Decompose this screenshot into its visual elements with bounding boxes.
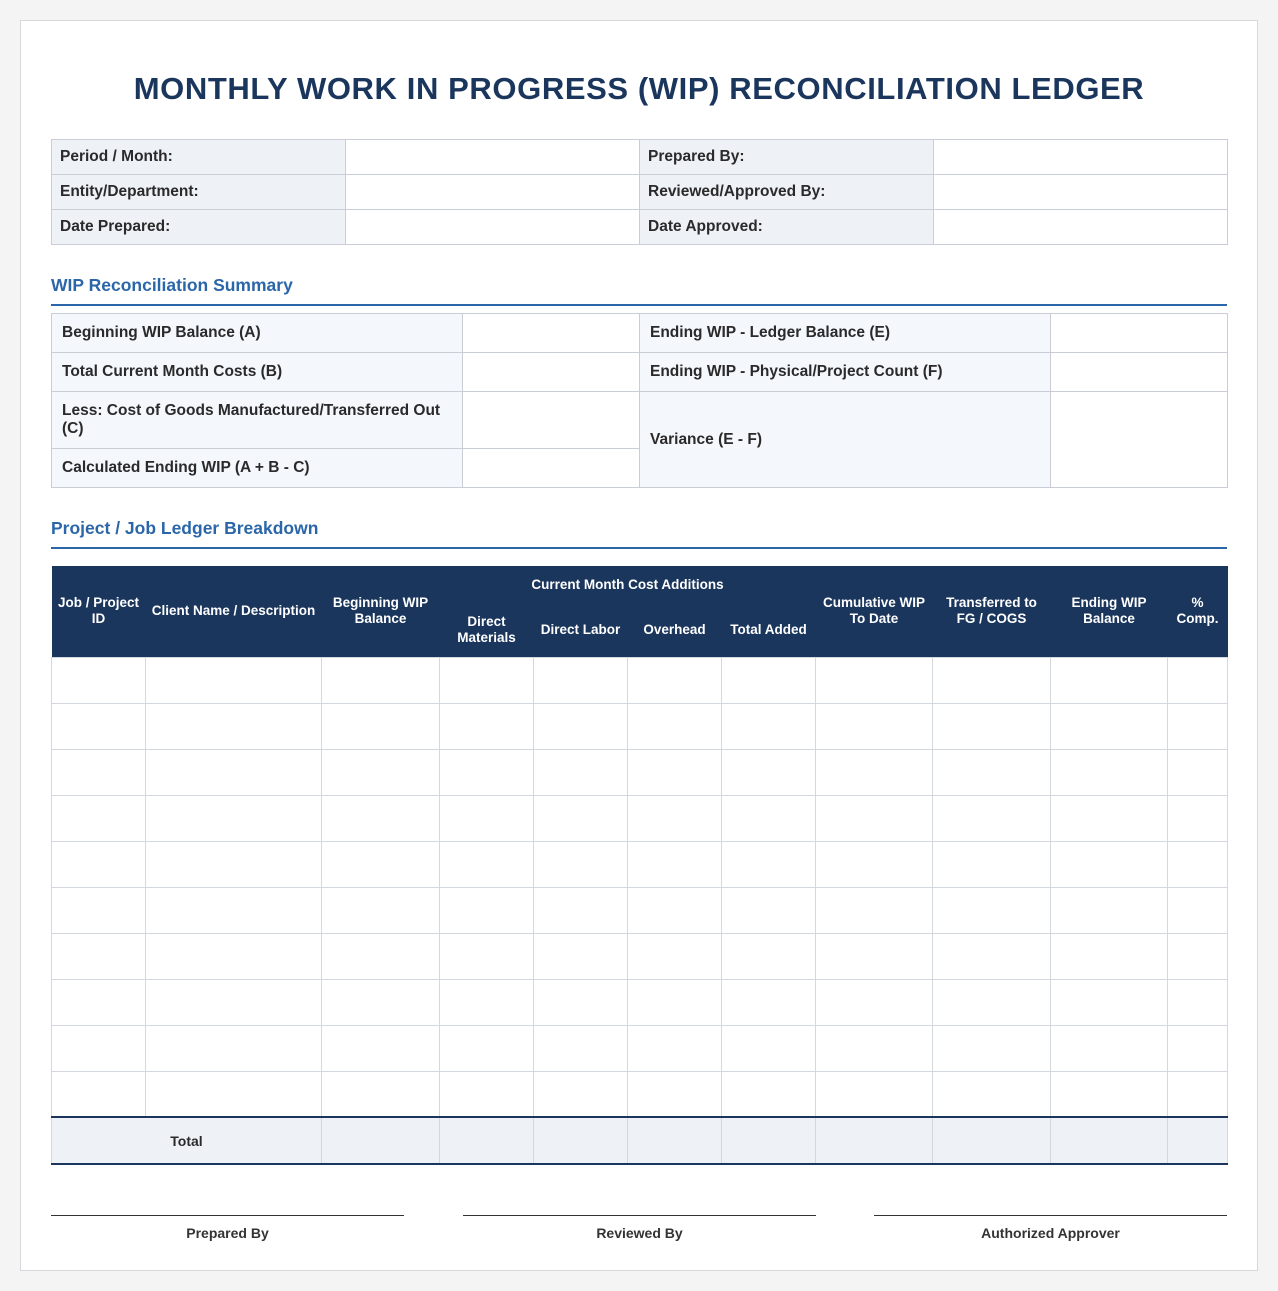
ledger-cell[interactable]	[933, 795, 1051, 841]
summary-heading: WIP Reconciliation Summary	[51, 275, 1227, 306]
ledger-cell[interactable]	[1168, 1025, 1228, 1071]
date-prepared-label: Date Prepared:	[52, 210, 346, 245]
ledger-cell[interactable]	[146, 1025, 322, 1071]
ledger-heading: Project / Job Ledger Breakdown	[51, 518, 1227, 549]
ledger-cell[interactable]	[52, 979, 146, 1025]
ledger-cell[interactable]	[146, 979, 322, 1025]
ledger-cell[interactable]	[628, 1071, 722, 1117]
table-row	[52, 703, 1228, 749]
ledger-cell[interactable]	[146, 703, 322, 749]
table-row	[52, 933, 1228, 979]
page-title: MONTHLY WORK IN PROGRESS (WIP) RECONCILIATION LEDGER	[133, 71, 1145, 106]
ledger-cell[interactable]	[146, 1071, 322, 1117]
ledger-cell[interactable]	[628, 749, 722, 795]
total-cell[interactable]	[722, 1117, 816, 1164]
physical-count-label: Ending WIP - Physical/Project Count (F)	[640, 353, 1051, 392]
ledger-cell[interactable]	[1051, 933, 1168, 979]
ledger-cell[interactable]	[322, 749, 440, 795]
ledger-cell[interactable]	[1168, 657, 1228, 703]
reviewed-label: Reviewed/Approved By:	[640, 175, 934, 210]
ledger-balance-field[interactable]	[1051, 314, 1228, 353]
ledger-cell[interactable]	[816, 795, 933, 841]
ledger-cell[interactable]	[628, 841, 722, 887]
ledger-cell[interactable]	[52, 657, 146, 703]
ledger-cell[interactable]	[1051, 703, 1168, 749]
col-labor: Direct Labor	[534, 604, 628, 657]
ledger-cell[interactable]	[534, 933, 628, 979]
table-row	[52, 749, 1228, 795]
ledger-cell[interactable]	[440, 1071, 534, 1117]
ledger-cell[interactable]	[534, 979, 628, 1025]
ledger-cell[interactable]	[628, 979, 722, 1025]
ledger-cell[interactable]	[440, 841, 534, 887]
ledger-cell[interactable]	[322, 933, 440, 979]
less-cogm-label: Less: Cost of Goods Manufactured/Transferred Out (C)	[52, 392, 463, 449]
ledger-cell[interactable]	[440, 979, 534, 1025]
calculated-ending-field[interactable]	[463, 449, 640, 488]
variance-field[interactable]	[1051, 392, 1228, 488]
table-row	[52, 1025, 1228, 1071]
table-row	[52, 795, 1228, 841]
ledger-cell[interactable]	[52, 933, 146, 979]
ledger-cell[interactable]	[1051, 657, 1168, 703]
ledger-cell[interactable]	[322, 979, 440, 1025]
ledger-cell[interactable]	[146, 887, 322, 933]
ledger-cell[interactable]	[933, 703, 1051, 749]
total-cell[interactable]	[534, 1117, 628, 1164]
table-row	[52, 979, 1228, 1025]
ledger-cell[interactable]	[933, 749, 1051, 795]
table-row	[52, 887, 1228, 933]
table-row	[52, 1071, 1228, 1117]
ledger-cell[interactable]	[628, 795, 722, 841]
table-row	[52, 657, 1228, 703]
entity-label: Entity/Department:	[52, 175, 346, 210]
ledger-cell[interactable]	[816, 749, 933, 795]
period-field[interactable]	[346, 140, 640, 175]
col-ending: Ending WIP Balance	[1051, 566, 1168, 657]
ledger-cell[interactable]	[146, 841, 322, 887]
signature-prepared: Prepared By	[51, 1215, 404, 1241]
ledger-cell[interactable]	[628, 887, 722, 933]
period-label: Period / Month:	[52, 140, 346, 175]
ledger-cell[interactable]	[722, 887, 816, 933]
ledger-page	[20, 20, 1258, 1271]
ledger-cell[interactable]	[816, 887, 933, 933]
ledger-cell[interactable]	[440, 887, 534, 933]
ledger-cell[interactable]	[322, 1025, 440, 1071]
ledger-cell[interactable]	[1051, 841, 1168, 887]
ledger-cell[interactable]	[816, 703, 933, 749]
ledger-cell[interactable]	[534, 795, 628, 841]
total-cell[interactable]	[1168, 1117, 1228, 1164]
col-group-current-month: Current Month Cost Additions	[440, 566, 816, 604]
ledger-cell[interactable]	[440, 795, 534, 841]
ledger-cell[interactable]	[933, 979, 1051, 1025]
ledger-cell[interactable]	[1051, 979, 1168, 1025]
ledger-cell[interactable]	[1051, 1025, 1168, 1071]
col-beginning: Beginning WIP Balance	[322, 566, 440, 657]
entity-field[interactable]	[346, 175, 640, 210]
ledger-cell[interactable]	[933, 887, 1051, 933]
ledger-cell[interactable]	[1168, 749, 1228, 795]
ledger-cell[interactable]	[933, 841, 1051, 887]
ledger-cell[interactable]	[816, 1025, 933, 1071]
ledger-cell[interactable]	[440, 933, 534, 979]
date-approved-field[interactable]	[934, 210, 1228, 245]
ledger-cell[interactable]	[52, 795, 146, 841]
signature-reviewed: Reviewed By	[463, 1215, 816, 1241]
ledger-cell[interactable]	[322, 795, 440, 841]
ledger-cell[interactable]	[52, 887, 146, 933]
total-cell[interactable]	[322, 1117, 440, 1164]
less-cogm-field[interactable]	[463, 392, 640, 449]
prepared-by-field[interactable]	[934, 140, 1228, 175]
ledger-cell[interactable]	[816, 933, 933, 979]
ledger-cell[interactable]	[52, 1025, 146, 1071]
ledger-cell[interactable]	[628, 657, 722, 703]
ledger-cell[interactable]	[322, 703, 440, 749]
ledger-cell[interactable]	[146, 749, 322, 795]
col-total-added: Total Added	[722, 604, 816, 657]
ledger-cell[interactable]	[534, 657, 628, 703]
ledger-cell[interactable]	[722, 703, 816, 749]
ledger-cell[interactable]	[1168, 795, 1228, 841]
total-cell[interactable]	[440, 1117, 534, 1164]
signature-approver: Authorized Approver	[874, 1215, 1227, 1241]
ledger-cell[interactable]	[1168, 841, 1228, 887]
ledger-cell[interactable]	[933, 933, 1051, 979]
ledger-cell[interactable]	[322, 887, 440, 933]
ledger-cell[interactable]	[534, 887, 628, 933]
physical-count-field[interactable]	[1051, 353, 1228, 392]
col-transferred: Transferred to FG / COGS	[933, 566, 1051, 657]
ledger-cell[interactable]	[534, 841, 628, 887]
reviewed-field[interactable]	[934, 175, 1228, 210]
ledger-cell[interactable]	[1051, 749, 1168, 795]
ledger-cell[interactable]	[52, 703, 146, 749]
ledger-cell[interactable]	[722, 979, 816, 1025]
col-cumulative: Cumulative WIP To Date	[816, 566, 933, 657]
ledger-body	[52, 657, 1228, 1117]
ledger-cell[interactable]	[722, 1025, 816, 1071]
ledger-cell[interactable]	[1168, 703, 1228, 749]
beginning-wip-field[interactable]	[463, 314, 640, 353]
total-cell[interactable]	[628, 1117, 722, 1164]
calculated-ending-label: Calculated Ending WIP (A + B - C)	[52, 449, 463, 488]
ledger-cell[interactable]	[1051, 795, 1168, 841]
ledger-cell[interactable]	[1051, 887, 1168, 933]
ledger-cell[interactable]	[933, 1025, 1051, 1071]
ledger-cell[interactable]	[440, 1025, 534, 1071]
ledger-cell[interactable]	[534, 1071, 628, 1117]
ledger-cell[interactable]	[146, 657, 322, 703]
ledger-cell[interactable]	[1168, 887, 1228, 933]
ledger-balance-label: Ending WIP - Ledger Balance (E)	[640, 314, 1051, 353]
ledger-cell[interactable]	[816, 979, 933, 1025]
ledger-cell[interactable]	[722, 1071, 816, 1117]
total-cell[interactable]	[1051, 1117, 1168, 1164]
total-costs-label: Total Current Month Costs (B)	[52, 353, 463, 392]
ledger-cell[interactable]	[722, 795, 816, 841]
col-pct-complete: % Comp.	[1168, 566, 1228, 657]
summary-table	[51, 313, 1228, 488]
ledger-cell[interactable]	[1168, 979, 1228, 1025]
ledger-cell[interactable]	[440, 703, 534, 749]
ledger-cell[interactable]	[322, 841, 440, 887]
ledger-cell[interactable]	[52, 749, 146, 795]
ledger-cell[interactable]	[534, 703, 628, 749]
ledger-cell[interactable]	[322, 1071, 440, 1117]
ledger-cell[interactable]	[1168, 1071, 1228, 1117]
col-overhead: Overhead	[628, 604, 722, 657]
col-materials: Direct Materials	[440, 604, 534, 657]
ledger-cell[interactable]	[816, 657, 933, 703]
ledger-cell[interactable]	[628, 1025, 722, 1071]
ledger-cell[interactable]	[534, 1025, 628, 1071]
prepared-by-label: Prepared By:	[640, 140, 934, 175]
ledger-cell[interactable]	[1051, 1071, 1168, 1117]
ledger-cell[interactable]	[722, 657, 816, 703]
total-costs-field[interactable]	[463, 353, 640, 392]
header-info-table	[51, 139, 1228, 245]
ledger-cell[interactable]	[628, 933, 722, 979]
ledger-cell[interactable]	[52, 1071, 146, 1117]
ledger-cell[interactable]	[816, 841, 933, 887]
job-ledger-table	[51, 566, 1228, 1165]
ledger-cell[interactable]	[722, 749, 816, 795]
ledger-cell[interactable]	[933, 657, 1051, 703]
date-prepared-field[interactable]	[346, 210, 640, 245]
table-row	[52, 841, 1228, 887]
col-client: Client Name / Description	[146, 566, 322, 657]
ledger-cell[interactable]	[146, 795, 322, 841]
ledger-cell[interactable]	[628, 703, 722, 749]
ledger-cell[interactable]	[52, 841, 146, 887]
total-cell[interactable]	[816, 1117, 933, 1164]
ledger-cell[interactable]	[534, 749, 628, 795]
variance-label: Variance (E - F)	[640, 392, 1051, 488]
ledger-cell[interactable]	[440, 749, 534, 795]
ledger-cell[interactable]	[816, 1071, 933, 1117]
ledger-cell[interactable]	[322, 657, 440, 703]
col-job-id: Job / Project ID	[52, 566, 146, 657]
ledger-cell[interactable]	[722, 841, 816, 887]
total-row-label: Total	[52, 1117, 322, 1164]
ledger-cell[interactable]	[146, 933, 322, 979]
ledger-cell[interactable]	[440, 657, 534, 703]
beginning-wip-label: Beginning WIP Balance (A)	[52, 314, 463, 353]
total-cell[interactable]	[933, 1117, 1051, 1164]
ledger-cell[interactable]	[1168, 933, 1228, 979]
ledger-cell[interactable]	[722, 933, 816, 979]
date-approved-label: Date Approved:	[640, 210, 934, 245]
ledger-cell[interactable]	[933, 1071, 1051, 1117]
